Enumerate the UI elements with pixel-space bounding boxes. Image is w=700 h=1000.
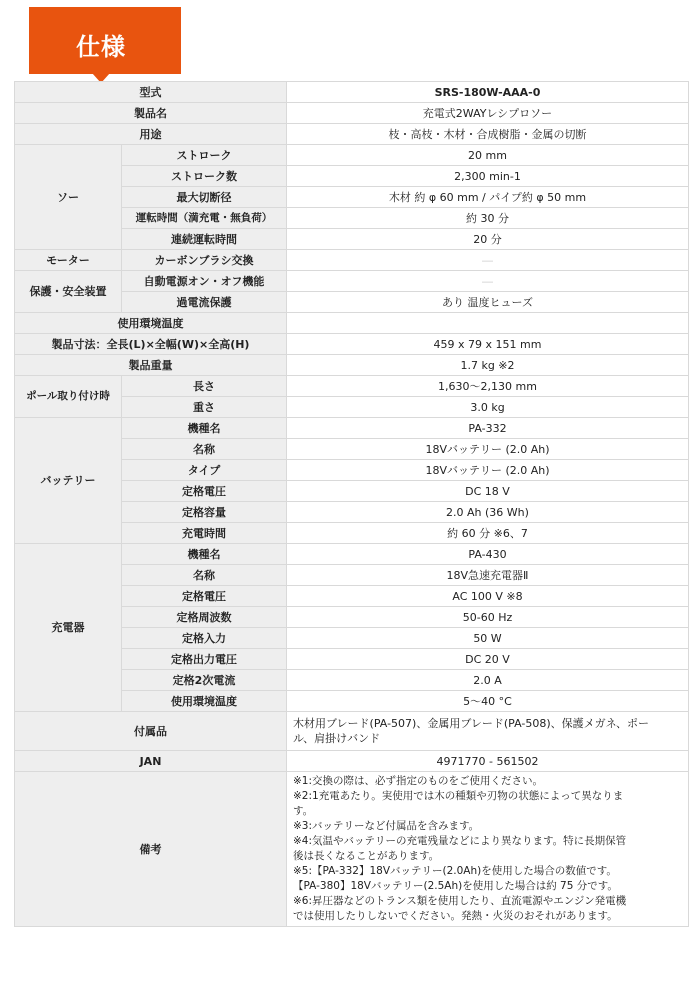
row-label: 重さ	[122, 397, 287, 418]
row-label: 使用環境温度	[122, 691, 287, 712]
table-row	[15, 751, 689, 772]
row-value: 1.7 kg ※2	[287, 355, 689, 376]
row-label: 定格出力電圧	[122, 649, 287, 670]
row-label: ストローク数	[122, 166, 287, 187]
row-value: 20 mm	[287, 145, 689, 166]
remark-line: ※1:交換の際は、必ず指定のものをご使用ください。	[293, 775, 544, 787]
row-value: 約 30 分	[287, 208, 689, 229]
row-value: 50 W	[287, 628, 689, 649]
row-value: AC 100 V ※8	[287, 586, 689, 607]
row-value: 2.0 A	[287, 670, 689, 691]
row-value: 18Vバッテリー (2.0 Ah)	[287, 439, 689, 460]
table-row	[15, 544, 689, 565]
row-label: 名称	[122, 439, 287, 460]
row-label: 定格入力	[122, 628, 287, 649]
section-title: 仕様	[76, 33, 126, 61]
row-value: 5〜40 °C	[287, 691, 689, 712]
row-label: 用途	[15, 124, 287, 145]
row-value: 3.0 kg	[287, 397, 689, 418]
row-label: 機種名	[122, 418, 287, 439]
row-value: 充電式2WAYレシプロソー	[287, 103, 689, 124]
group-label-motor: モーター	[15, 250, 122, 271]
group-label-saw: ソー	[15, 145, 122, 250]
remark-line: ※6:昇圧器などのトランス類を使用したり、直流電源やエンジン発電機	[293, 895, 627, 907]
row-value: 50-60 Hz	[287, 607, 689, 628]
row-label: カーボンブラシ交換	[122, 250, 287, 271]
row-label: 長さ	[122, 376, 287, 397]
row-label: 名称	[122, 565, 287, 586]
row-value: 木材 約 φ 60 mm / パイプ約 φ 50 mm	[287, 187, 689, 208]
table-row	[15, 376, 689, 397]
table-row	[15, 82, 689, 103]
row-value: PA-430	[287, 544, 689, 565]
remark-line: 後は長くなることがあります。	[293, 850, 440, 862]
row-label: 自動電源オン・オフ機能	[122, 271, 287, 292]
row-label: 備考	[15, 772, 287, 927]
row-value: SRS-180W-AAA-0	[287, 82, 689, 103]
group-label-charger: 充電器	[15, 544, 122, 712]
row-value: 約 60 分 ※6、7	[287, 523, 689, 544]
row-label: 運転時間（満充電・無負荷）	[122, 208, 287, 229]
remark-line: ※2:1充電あたり。実使用では木の種類や刃物の状態によって異なりま	[293, 790, 624, 802]
row-label: 定格容量	[122, 502, 287, 523]
remark-line: ※5:【PA-332】18Vバッテリー(2.0Ah)を使用した場合の数値です。	[293, 865, 617, 877]
remark-line: 【PA-380】18Vバッテリー(2.5Ah)を使用した場合は約 75 分です。	[293, 880, 618, 892]
row-label: 製品名	[15, 103, 287, 124]
remark-line: ※4:気温やバッテリーの充電残量などにより異なります。特に長期保管	[293, 835, 627, 847]
row-label: 定格電圧	[122, 481, 287, 502]
table-row	[15, 103, 689, 124]
section-title-banner	[29, 7, 181, 74]
row-value: DC 18 V	[287, 481, 689, 502]
row-label: タイプ	[122, 460, 287, 481]
group-label-pole: ポール取り付け時	[15, 376, 122, 418]
row-label: 定格2次電流	[122, 670, 287, 691]
row-label: 付属品	[15, 712, 287, 751]
table-row	[15, 418, 689, 439]
row-label: 製品重量	[15, 355, 287, 376]
table-row	[15, 250, 689, 271]
table-row	[15, 271, 689, 292]
row-value: 1,630〜2,130 mm	[287, 376, 689, 397]
row-value: あり 温度ヒューズ	[287, 292, 689, 313]
row-value: 4971770 - 561502	[287, 751, 689, 772]
row-label: ストローク	[122, 145, 287, 166]
group-label-battery: バッテリー	[15, 418, 122, 544]
table-row	[15, 772, 689, 927]
row-value: 2,300 min-1	[287, 166, 689, 187]
table-row	[15, 355, 689, 376]
remark-line: では使用したりしないでください。発熱・火災のおそれがあります。	[293, 910, 618, 922]
row-value: 枝・高枝・木材・合成樹脂・金属の切断	[287, 124, 689, 145]
accessories-value	[287, 712, 689, 751]
row-value: 18V急速充電器Ⅱ	[287, 565, 689, 586]
row-label: 製品寸法：全長(L)×全幅(W)×全高(H)	[15, 334, 287, 355]
table-row	[15, 334, 689, 355]
remarks-value	[287, 772, 689, 927]
row-label: 型式	[15, 82, 287, 103]
table-row	[15, 145, 689, 166]
row-label: 定格電圧	[122, 586, 287, 607]
row-value: 2.0 Ah (36 Wh)	[287, 502, 689, 523]
table-row	[15, 124, 689, 145]
row-label: 機種名	[122, 544, 287, 565]
row-label: 最大切断径	[122, 187, 287, 208]
group-label-protection: 保護・安全装置	[15, 271, 122, 313]
row-value: 459 x 79 x 151 mm	[287, 334, 689, 355]
accessories-line: 木材用ブレード(PA-507)、金属用ブレード(PA-508)、保護メガネ、ポー	[293, 717, 649, 730]
row-value: 18Vバッテリー (2.0 Ah)	[287, 460, 689, 481]
table-row	[15, 313, 689, 334]
row-label: 定格周波数	[122, 607, 287, 628]
row-value	[287, 313, 689, 334]
row-label: 充電時間	[122, 523, 287, 544]
row-label: 使用環境温度	[15, 313, 287, 334]
row-label: 過電流保護	[122, 292, 287, 313]
row-value: 20 分	[287, 229, 689, 250]
accessories-line: ル、肩掛けバンド	[293, 732, 381, 745]
spec-table	[14, 81, 689, 927]
row-value: ―	[287, 271, 689, 292]
table-row	[15, 712, 689, 751]
row-value: PA-332	[287, 418, 689, 439]
remark-line: す。	[293, 805, 314, 817]
row-label: 連続運転時間	[122, 229, 287, 250]
remark-line: ※3:バッテリーなど付属品を含みます。	[293, 820, 480, 832]
row-value: DC 20 V	[287, 649, 689, 670]
row-label: JAN	[15, 751, 287, 772]
row-value: ―	[287, 250, 689, 271]
